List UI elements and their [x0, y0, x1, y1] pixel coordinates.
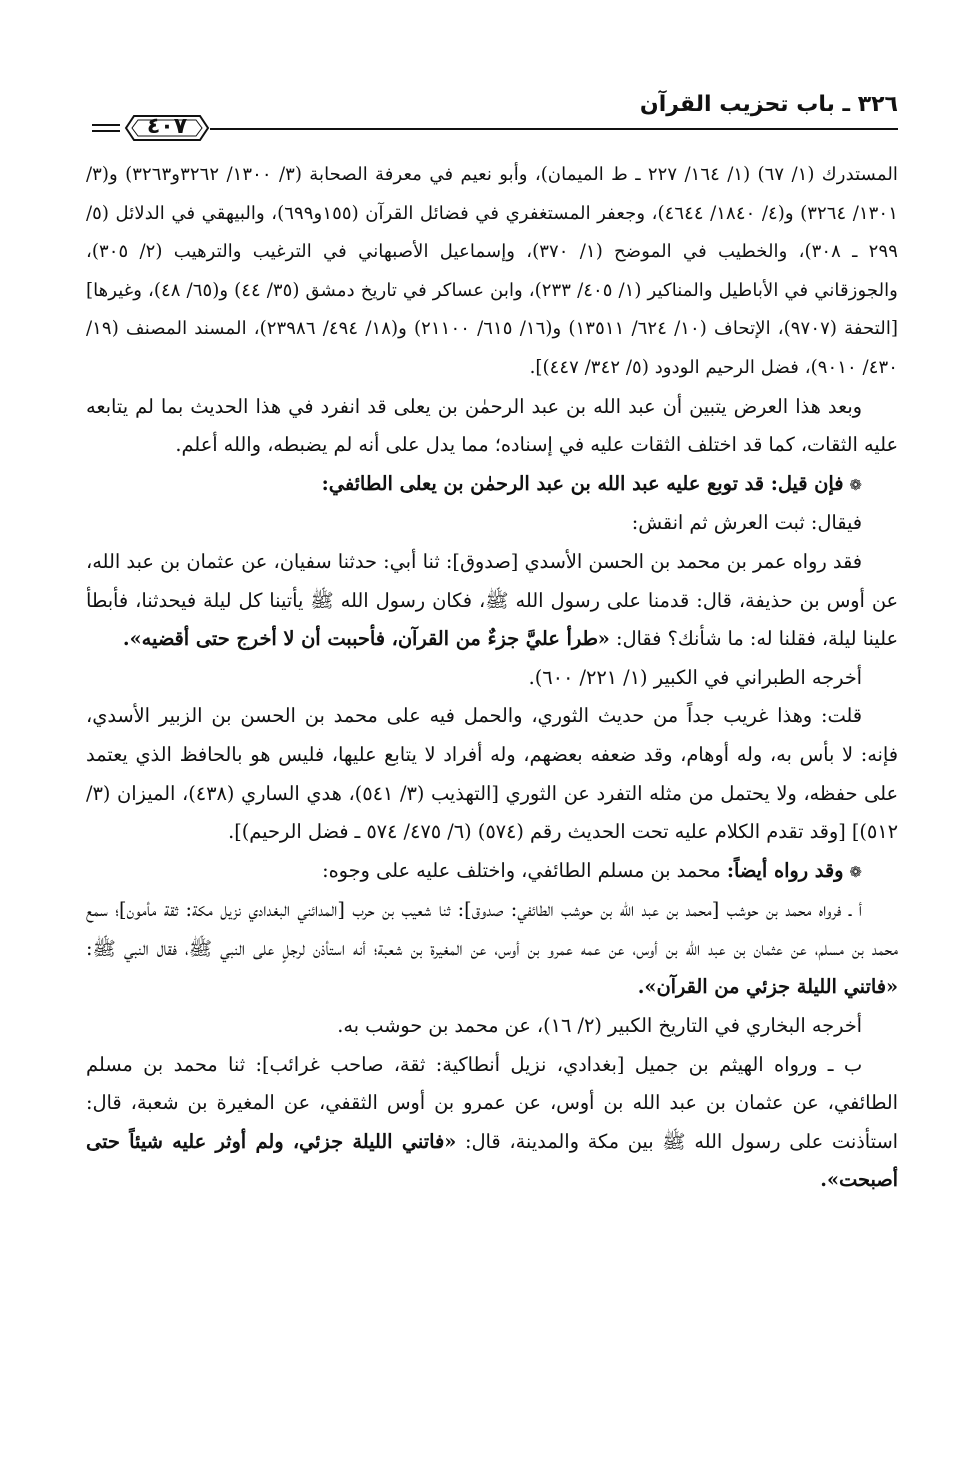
- hadith-quote: «طرأ عليَّ جزءٌ من القرآن، فأحببت أن لا أخرج حتى أقضيه».: [122, 627, 610, 651]
- paragraph-text: محمد بن مسلم الطائفي، واختلف عليه على وجوه:: [322, 858, 721, 882]
- running-title: ٣٢٦ ـ باب تحزيب القرآن: [639, 92, 898, 117]
- page-header: [86, 84, 898, 138]
- header-ornament-line: [92, 130, 120, 132]
- ornament-icon: ❁: [849, 862, 862, 881]
- paragraph: [86, 852, 898, 892]
- bold-text: وقد رواه أيضاً:: [726, 858, 844, 882]
- paragraph: [86, 891, 898, 1007]
- header-rule: [204, 128, 898, 130]
- page-number-frame: [124, 112, 210, 144]
- body-text: [86, 156, 898, 1200]
- paragraph-text: فقد رواه عمر بن محمد بن الحسن الأسدي [صدوق]: ثنا أبي: حدثنا سفيان، عن عثمان بن عبد الله، عن أوس بن حذيفة، قال: قدمنا على رسول الله ﷺ، فكان رسول الله ﷺ يأتينا كل ليلة فيحدثنا، فأبطأ علينا ليلة، فقلنا له: ما شأنك؟ فقال:: [86, 549, 898, 651]
- footnote-continuation: المستدرك (١/ ٦٧) (١/ ١٦٤/ ٢٢٧ ـ ط الميمان)، وأبو نعيم في معرفة الصحابة (٣/ ١٣٠٠/ ٣٢٦٢و٣٢٦٣) و(٣/ ١٣٠١/ ٣٢٦٤) و(٤/ ١٨٤٠/ ٤٦٤٤)، وجعفر المستغفري في فضائل القرآن (١٥٥و٦٩٩)، والبيهقي في الدلائل (٥/ ٢٩٩ ـ ٣٠٨)، والخطيب في الموضح (١/ ٣٧٠)، وإسماعيل الأصبهاني في الترغيب والترهيب (٢/ ٣٠٥)، والجوزقاني في الأباطيل والمناكير (١/ ٤٠٥/ ٢٣٣)، وابن عساكر في تاريخ دمشق (٣٥/ ٤٤) و(٦٥/ ٤٨)، وغيرها] [التحفة (٩٧٠٧)، الإتحاف (١٠/ ٦٢٤/ ١٣٥١١) و(١٦/ ٦١٥/ ٢١١٠٠) و(١٨/ ٤٩٤/ ٢٣٩٨٦)، المسند المصنف (١٩/ ٤٣٠/ ٩٠١٠)، فضل الرحيم الودود (٥/ ٣٤٢/ ٤٤٧)].: [86, 164, 898, 378]
- paragraph-text: ب ـ ورواه الهيثم بن جميل [بغدادي، نزيل أنطاكية: ثقة، صاحب غرائب]: ثنا محمد بن مسلم الطائفي، عن عثمان بن عبد الله بن أوس، عن عمرو بن أوس الثقفي، عن المغيرة بن شعبة، قال: استأذنت على رسول الله ﷺ بين مكة والمدينة، قال:: [86, 1052, 899, 1153]
- paragraph: أخرجه البخاري في التاريخ الكبير (٢/ ١٦)، عن محمد بن حوشب به.: [337, 1014, 862, 1038]
- hadith-quote: «فاتني الليلة جزئي من القرآن».: [637, 975, 898, 999]
- page: [86, 84, 898, 1200]
- paragraph-text: أ ـ فرواه محمد بن حوشب [محمد بن عبد الله بن حوشب الطائفي: صدوق]: ثنا شعيب بن حرب [المدائني البغدادي نزيل مكة: ثقة مأمون]؛ سمع محمد بن مسلم، عن عثمان بن عبد الله بن أوس، عن عمه عمرو بن أوس، عن المغيرة بن شعبة؛ أنه استأذن لرجلٍ على النبي ﷺ، فقال النبي ﷺ:: [86, 898, 898, 960]
- paragraph: فيقال: ثبت العرش ثم انقش:: [631, 511, 862, 535]
- hadith-quote: «فاتني الليلة جزئي، ولم أوثر عليه شيئاً حتى أصبحت».: [86, 1129, 898, 1192]
- paragraph: [86, 543, 898, 659]
- bold-text: فإن قيل: قد توبع عليه عبد الله بن عبد الرحمٰن بن يعلى الطائفي:: [321, 471, 844, 495]
- header-ornament-line: [92, 124, 120, 126]
- paragraph: وبعد هذا العرض يتبين أن عبد الله بن عبد الرحمٰن بن يعلى قد انفرد في هذا الحديث بما لم يتابعه عليه الثقات، كما قد اختلف الثقات عليه في إسناده؛ مما يدل على أنه لم يضبطه، والله أعلم.: [86, 394, 898, 457]
- page-number: ٤٠٧: [146, 114, 188, 139]
- paragraph: [86, 1046, 898, 1200]
- paragraph: [86, 465, 898, 505]
- paragraph: قلت: وهذا غريب جداً من حديث الثوري، والحمل فيه على محمد بن الحسن بن الزبير الأسدي، فإنه: لا بأس به، وله أوهام، وقد ضعفه بعضهم، وله أفراد لا يتابع عليها، فليس هو بالحافظ الذي يعتمد على حفظه، ولا يحتمل من مثله التفرد عن الثوري [التهذيب (٣/ ٥٤١)، هدي الساري (٤٣٨)، الميزان (٣/ ٥١٢)] [وقد تقدم الكلام عليه تحت الحديث رقم (٥٧٤) (٦/ ٤٧٥/ ٥٧٤ ـ فضل الرحيم)].: [86, 704, 898, 844]
- paragraph: أخرجه الطبراني في الكبير (١/ ٢٢١/ ٦٠٠).: [528, 665, 862, 689]
- ornament-icon: ❁: [849, 475, 862, 494]
